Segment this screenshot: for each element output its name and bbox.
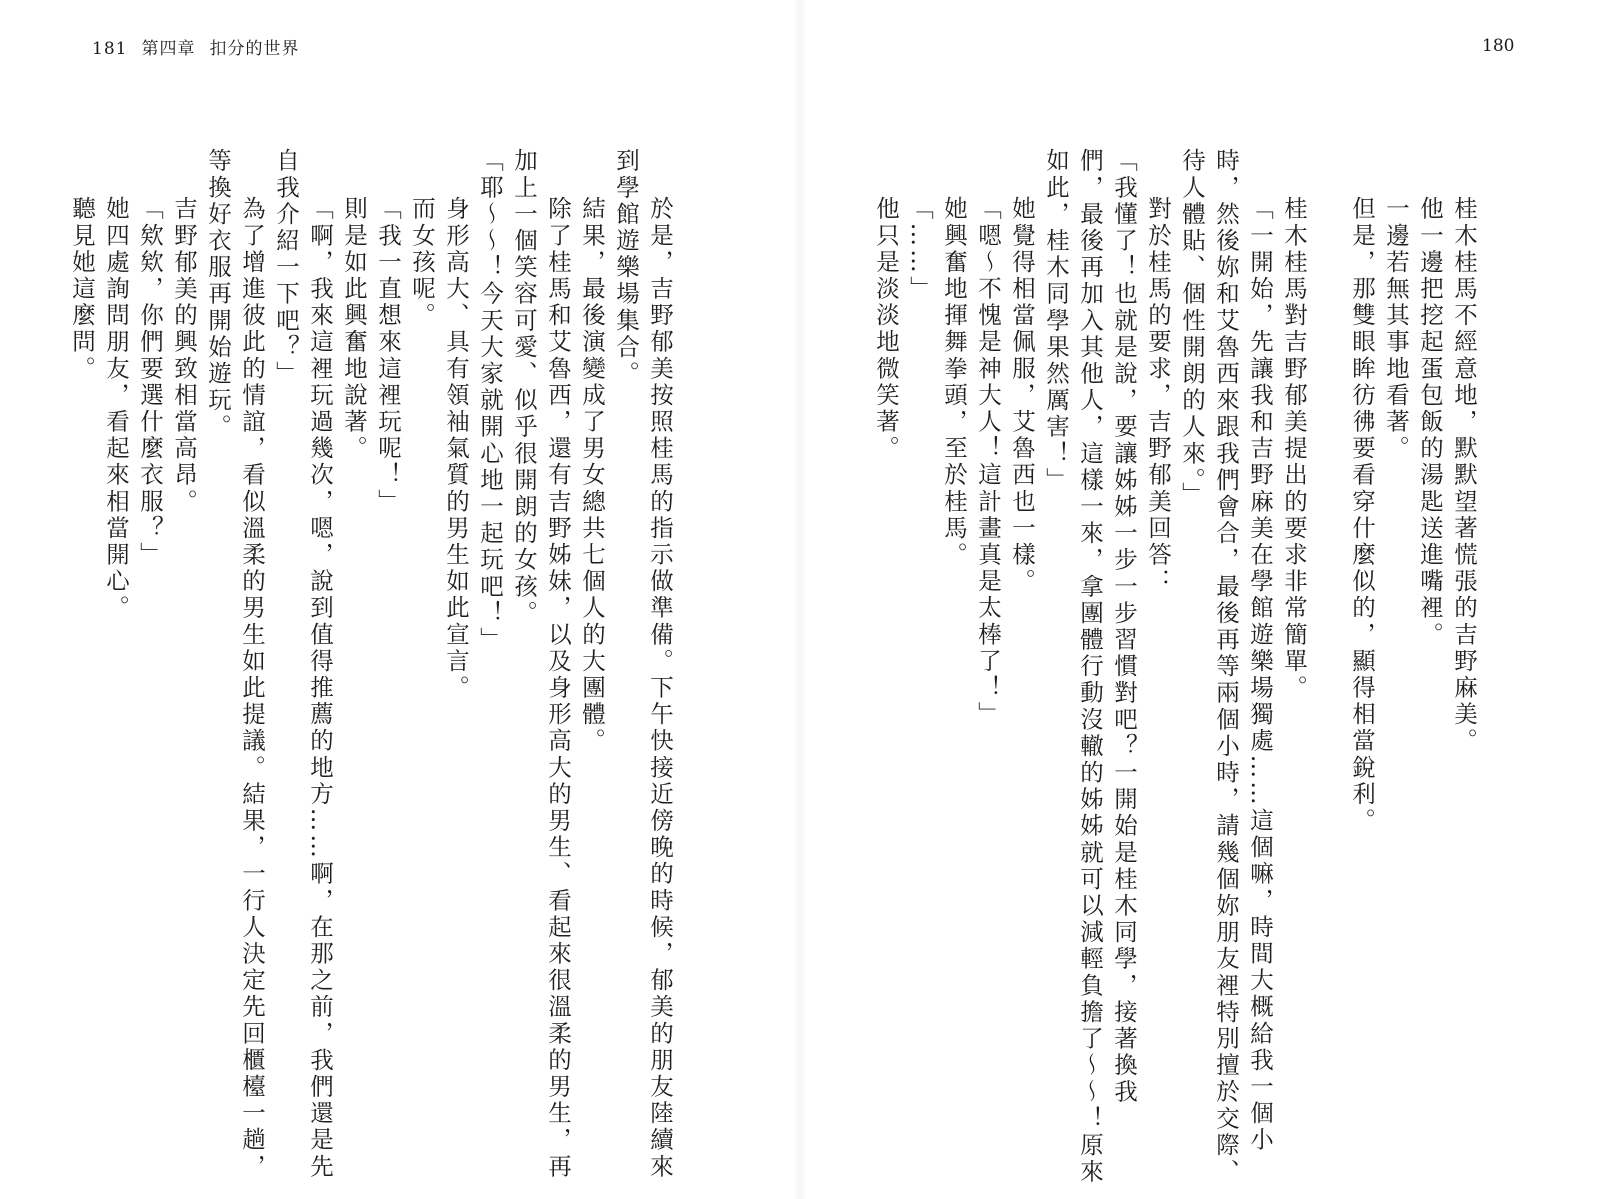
text-line: 「欸欸，你們要選什麼衣服？」	[136, 196, 164, 569]
text-line: 一邊若無其事地看著。	[1382, 196, 1410, 462]
text-line: 們，最後再加入其他人，這樣一來，拿團體行動沒轍的姊姊就可以減輕負擔了〜〜！原來	[1076, 148, 1104, 1186]
text-line: 她四處詢問朋友，看起來相當開心。	[102, 196, 130, 622]
text-line: 時，然後妳和艾魯西來跟我們會合，最後再等兩個小時，請幾個妳朋友裡特別擅於交際、	[1212, 148, 1240, 1186]
text-line: 「嗯〜不愧是神大人！這計畫真是太棒了！」	[974, 196, 1002, 728]
text-line: 為了增進彼此的情誼，看似溫柔的男生如此提議。結果，一行人決定先回櫃檯一趟，	[238, 196, 266, 1181]
text-line: 身形高大、具有領袖氣質的男生如此宣言。	[442, 196, 470, 702]
right-page-number: 180	[1482, 36, 1515, 56]
text-line: 聽見她這麼問。	[68, 196, 96, 383]
text-line: 但是，那雙眼眸彷彿要看穿什麼似的，顯得相當銳利。	[1348, 196, 1376, 835]
text-line: 他只是淡淡地微笑著。	[872, 196, 900, 462]
text-line: 「啊，我來這裡玩過幾次，嗯，說到值得推薦的地方……啊，在那之前，我們還是先	[306, 196, 334, 1181]
text-line: 「耶〜〜！今天大家就開心地一起玩吧！」	[476, 148, 504, 654]
text-line: 於是，吉野郁美按照桂馬的指示做準備。下午快接近傍晚的時候，郁美的朋友陸續來	[646, 196, 674, 1181]
text-line: 待人體貼、個性開朗的人來。」	[1178, 148, 1206, 509]
chapter-title: 扣分的世界	[209, 39, 300, 59]
text-line: 除了桂馬和艾魯西，還有吉野姊妹，以及身形高大的男生、看起來很溫柔的男生，再	[544, 196, 572, 1181]
text-line: 到學館遊樂場集合。	[612, 148, 640, 388]
text-line: 則是如此興奮地說著。	[340, 196, 368, 462]
text-line: 等換好衣服再開始遊玩。	[204, 148, 232, 441]
left-page	[0, 0, 794, 1199]
text-line: 「我懂了！也就是說，要讓姊姊一步一步習慣對吧？一開始是桂木同學，接著換我	[1110, 148, 1138, 1106]
left-page-number: 181	[92, 39, 128, 59]
text-line: 她覺得相當佩服，艾魯西也一樣。	[1008, 196, 1036, 595]
right-page	[806, 0, 1600, 1199]
text-line: 結果，最後演變成了男女總共七個人的大團體。	[578, 196, 606, 755]
text-line: 吉野郁美的興致相當高昂。	[170, 196, 198, 516]
text-line: 自我介紹一下吧？」	[272, 148, 300, 388]
text-line: 而女孩呢。	[408, 196, 436, 329]
text-line: 加上一個笑容可愛、似乎很開朗的女孩。	[510, 148, 538, 627]
chapter-label: 第四章	[141, 39, 196, 59]
text-line: 「一開始，先讓我和吉野麻美在學館遊樂場獨處……這個嘛，時間大概給我一個小	[1246, 196, 1274, 1154]
book-gutter	[794, 0, 806, 1199]
text-line: 桂木桂馬對吉野郁美提出的要求非常簡單。	[1280, 196, 1308, 702]
text-line: 他一邊把挖起蛋包飯的湯匙送進嘴裡。	[1416, 196, 1444, 649]
text-line: 對於桂馬的要求，吉野郁美回答：	[1144, 196, 1172, 595]
text-line: 桂木桂馬不經意地，默默望著慌張的吉野麻美。	[1450, 196, 1478, 755]
text-line: 她興奮地揮舞拳頭，至於桂馬。	[940, 196, 968, 569]
text-line: 「……」	[906, 196, 934, 303]
text-line: 「我一直想來這裡玩呢！」	[374, 196, 402, 516]
text-line: 如此，桂木同學果然厲害！」	[1042, 148, 1070, 494]
